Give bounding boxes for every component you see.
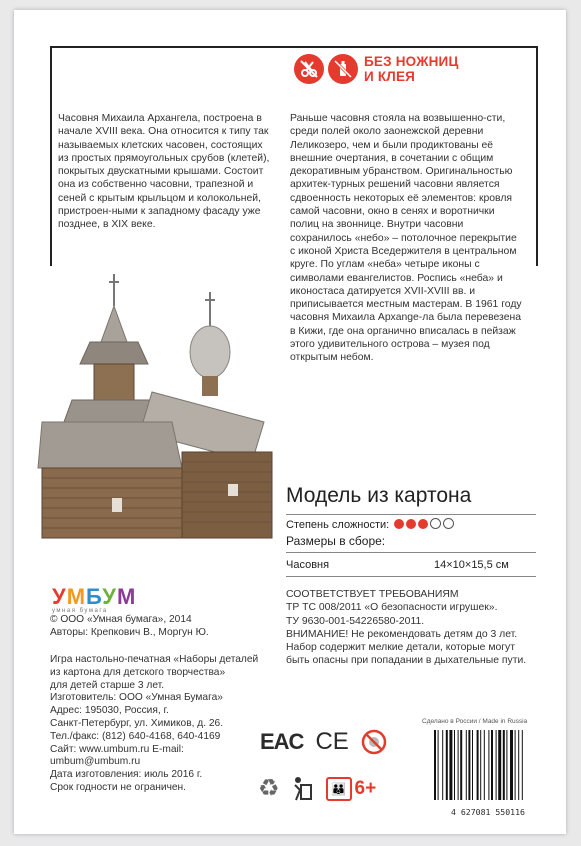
publisher-block — [50, 614, 209, 640]
not-for-under-3-icon — [361, 729, 387, 755]
info-line: Адрес: 195030, Россия, г. — [50, 705, 169, 717]
info-line: umbum@umbum.ru — [50, 756, 141, 768]
size-label: Размеры в сборе: — [286, 534, 386, 548]
glue-crossed-icon — [328, 54, 358, 84]
barcode-bar — [446, 730, 448, 800]
compliance-block — [286, 588, 536, 668]
difficulty-row — [286, 518, 454, 531]
age-icon: 👪 — [326, 777, 352, 801]
barcode — [432, 730, 544, 816]
barcode-number: 4 627081 550116 — [451, 807, 525, 817]
barcode-bar — [518, 730, 519, 800]
barcode-bar — [449, 730, 452, 800]
barcode-bar — [506, 730, 507, 800]
logo-letter: М — [66, 584, 87, 609]
model-title: Модель из картона — [286, 484, 472, 507]
compliance-line: Набор содержит мелкие детали, которые могут быть опасны при попадании в дыхательные пути. — [286, 642, 527, 667]
info-line: Изготовитель: ООО «Умная Бумага» — [50, 692, 223, 704]
divider — [286, 514, 536, 515]
barcode-bar — [510, 730, 513, 800]
compliance-line: ТР ТС 008/2011 «О безопасности игрушек». — [286, 602, 498, 614]
divider — [286, 552, 536, 553]
barcode-bar — [488, 730, 489, 800]
box-back-panel — [14, 10, 566, 834]
info-line: Дата изготовления: июль 2016 г. — [50, 769, 203, 781]
logo-letter: У — [102, 584, 117, 609]
badge-line2: И КЛЕЯ — [364, 69, 416, 84]
difficulty-filled-icon — [418, 519, 428, 529]
info-line: Срок годности не ограничен. — [50, 781, 187, 793]
item-name: Часовня — [286, 559, 330, 571]
ce-mark: CE — [315, 728, 349, 755]
info-line: из картона для детского творчества» — [50, 666, 226, 678]
barcode-bar — [434, 730, 436, 800]
symbol-marks — [258, 774, 376, 803]
compliance-line: ТУ 9630-001-54226580-2011. — [286, 615, 425, 627]
barcode-bar — [454, 730, 455, 800]
barcode-bar — [498, 730, 501, 800]
difficulty-label: Степень сложности: — [286, 519, 390, 531]
dispose-bin-icon — [292, 776, 314, 802]
barcode-bar — [477, 730, 479, 800]
barcode-bar — [515, 730, 516, 800]
barcode-bar — [438, 730, 439, 800]
logo-letter: М — [116, 584, 137, 609]
logo-letters — [52, 584, 136, 610]
logo-letter: Б — [86, 584, 103, 609]
info-line: Игра настольно-печатная «Наборы деталей — [50, 654, 259, 665]
recycle-icon: ♻ — [258, 775, 280, 802]
barcode-bar — [442, 730, 443, 800]
eac-mark: EAC — [260, 729, 304, 754]
barcode-bar — [468, 730, 470, 800]
barcode-bars — [432, 730, 544, 804]
no-scissors-badge — [294, 54, 459, 84]
publisher-line: Авторы: Крепкович В., Моргун Ю. — [50, 626, 209, 638]
made-in-label: Сделано в России / Made in Russia — [422, 718, 528, 725]
description-left: Часовня Михаила Архангела, построена в начале XVIII века. Она относится к типу так называемых клетских часовен, состоящих из простых прямоугольных срубов (клетей), покрытых двускатными крышами. Состоит она из собственно часовни, трапезной и сеней с крытым крыльцом и колокольней, пристроен-ными к западному фасаду уже позднее, в XIX веке. — [58, 113, 270, 231]
barcode-bar — [522, 730, 523, 800]
publisher-line: © ООО «Умная бумага», 2014 — [50, 614, 192, 625]
barcode-bar — [491, 730, 493, 800]
info-line: Тел./факс: (812) 640-4168, 640-4169 — [50, 730, 221, 742]
cert-marks — [260, 728, 387, 756]
age-label: 6+ — [354, 777, 377, 799]
logo-letter: У — [52, 584, 67, 609]
barcode-bar — [480, 730, 481, 800]
compliance-line: СООТВЕТСТВУЕТ ТРЕБОВАНИЯМ — [286, 589, 459, 600]
barcode-bar — [484, 730, 485, 800]
difficulty-filled-icon — [406, 519, 416, 529]
info-line: для детей старше 3 лет. — [50, 679, 165, 691]
logo-subtitle: умная бумага — [52, 608, 108, 614]
barcode-bar — [460, 730, 462, 800]
barcode-bar — [466, 730, 467, 800]
manufacturer-block — [50, 654, 270, 795]
barcode-bar — [472, 730, 473, 800]
info-line: Санкт-Петербург, ул. Химиков, д. 26. — [50, 717, 224, 729]
compliance-line: ВНИМАНИЕ! Не рекомендовать детям до 3 лет. — [286, 628, 518, 640]
umbum-logo — [52, 584, 136, 614]
description-right: Раньше часовня стояла на возвышенно-сти, среди полей около заонежской деревни Леликозеро, чем и были продиктованы её внешние очертания, в сочетании с общим декоративным убранством. Оригинальностью архитек-турных решений часовни является сдвоенность некоторых её элементов: кровля самой часовни, окно в сенях и воротнички полиц на звоннице. Внутри часовни сохранилось «небо» – потолочное перекрытие с иконой Христа Вседержителя в центральном круге. По углам «неба» четыре иконы с символами евангелистов. Роспись «неба» и иконостаса датируется XVII-XVIII вв. и приписывается местным мастерам. В 1961 году часовня Михаила Архange-ла была перевезена в Кижи, где она органично вписалась в пейзаж этого удивительного острова – музея под открытым небом. — [290, 113, 522, 364]
difficulty-empty-icon — [443, 518, 454, 529]
barcode-bar — [503, 730, 505, 800]
barcode-bar — [458, 730, 459, 800]
badge-text — [364, 54, 459, 84]
barcode-bar — [496, 730, 497, 800]
item-dims: 14×10×15,5 см — [434, 559, 509, 571]
scissors-crossed-icon — [294, 54, 324, 84]
badge-line1: БЕЗ НОЖНИЦ — [364, 54, 459, 69]
divider — [286, 576, 536, 577]
difficulty-filled-icon — [394, 519, 404, 529]
chapel-illustration — [32, 272, 284, 562]
info-line: Сайт: www.umbum.ru E-mail: — [50, 743, 184, 755]
difficulty-empty-icon — [430, 518, 441, 529]
